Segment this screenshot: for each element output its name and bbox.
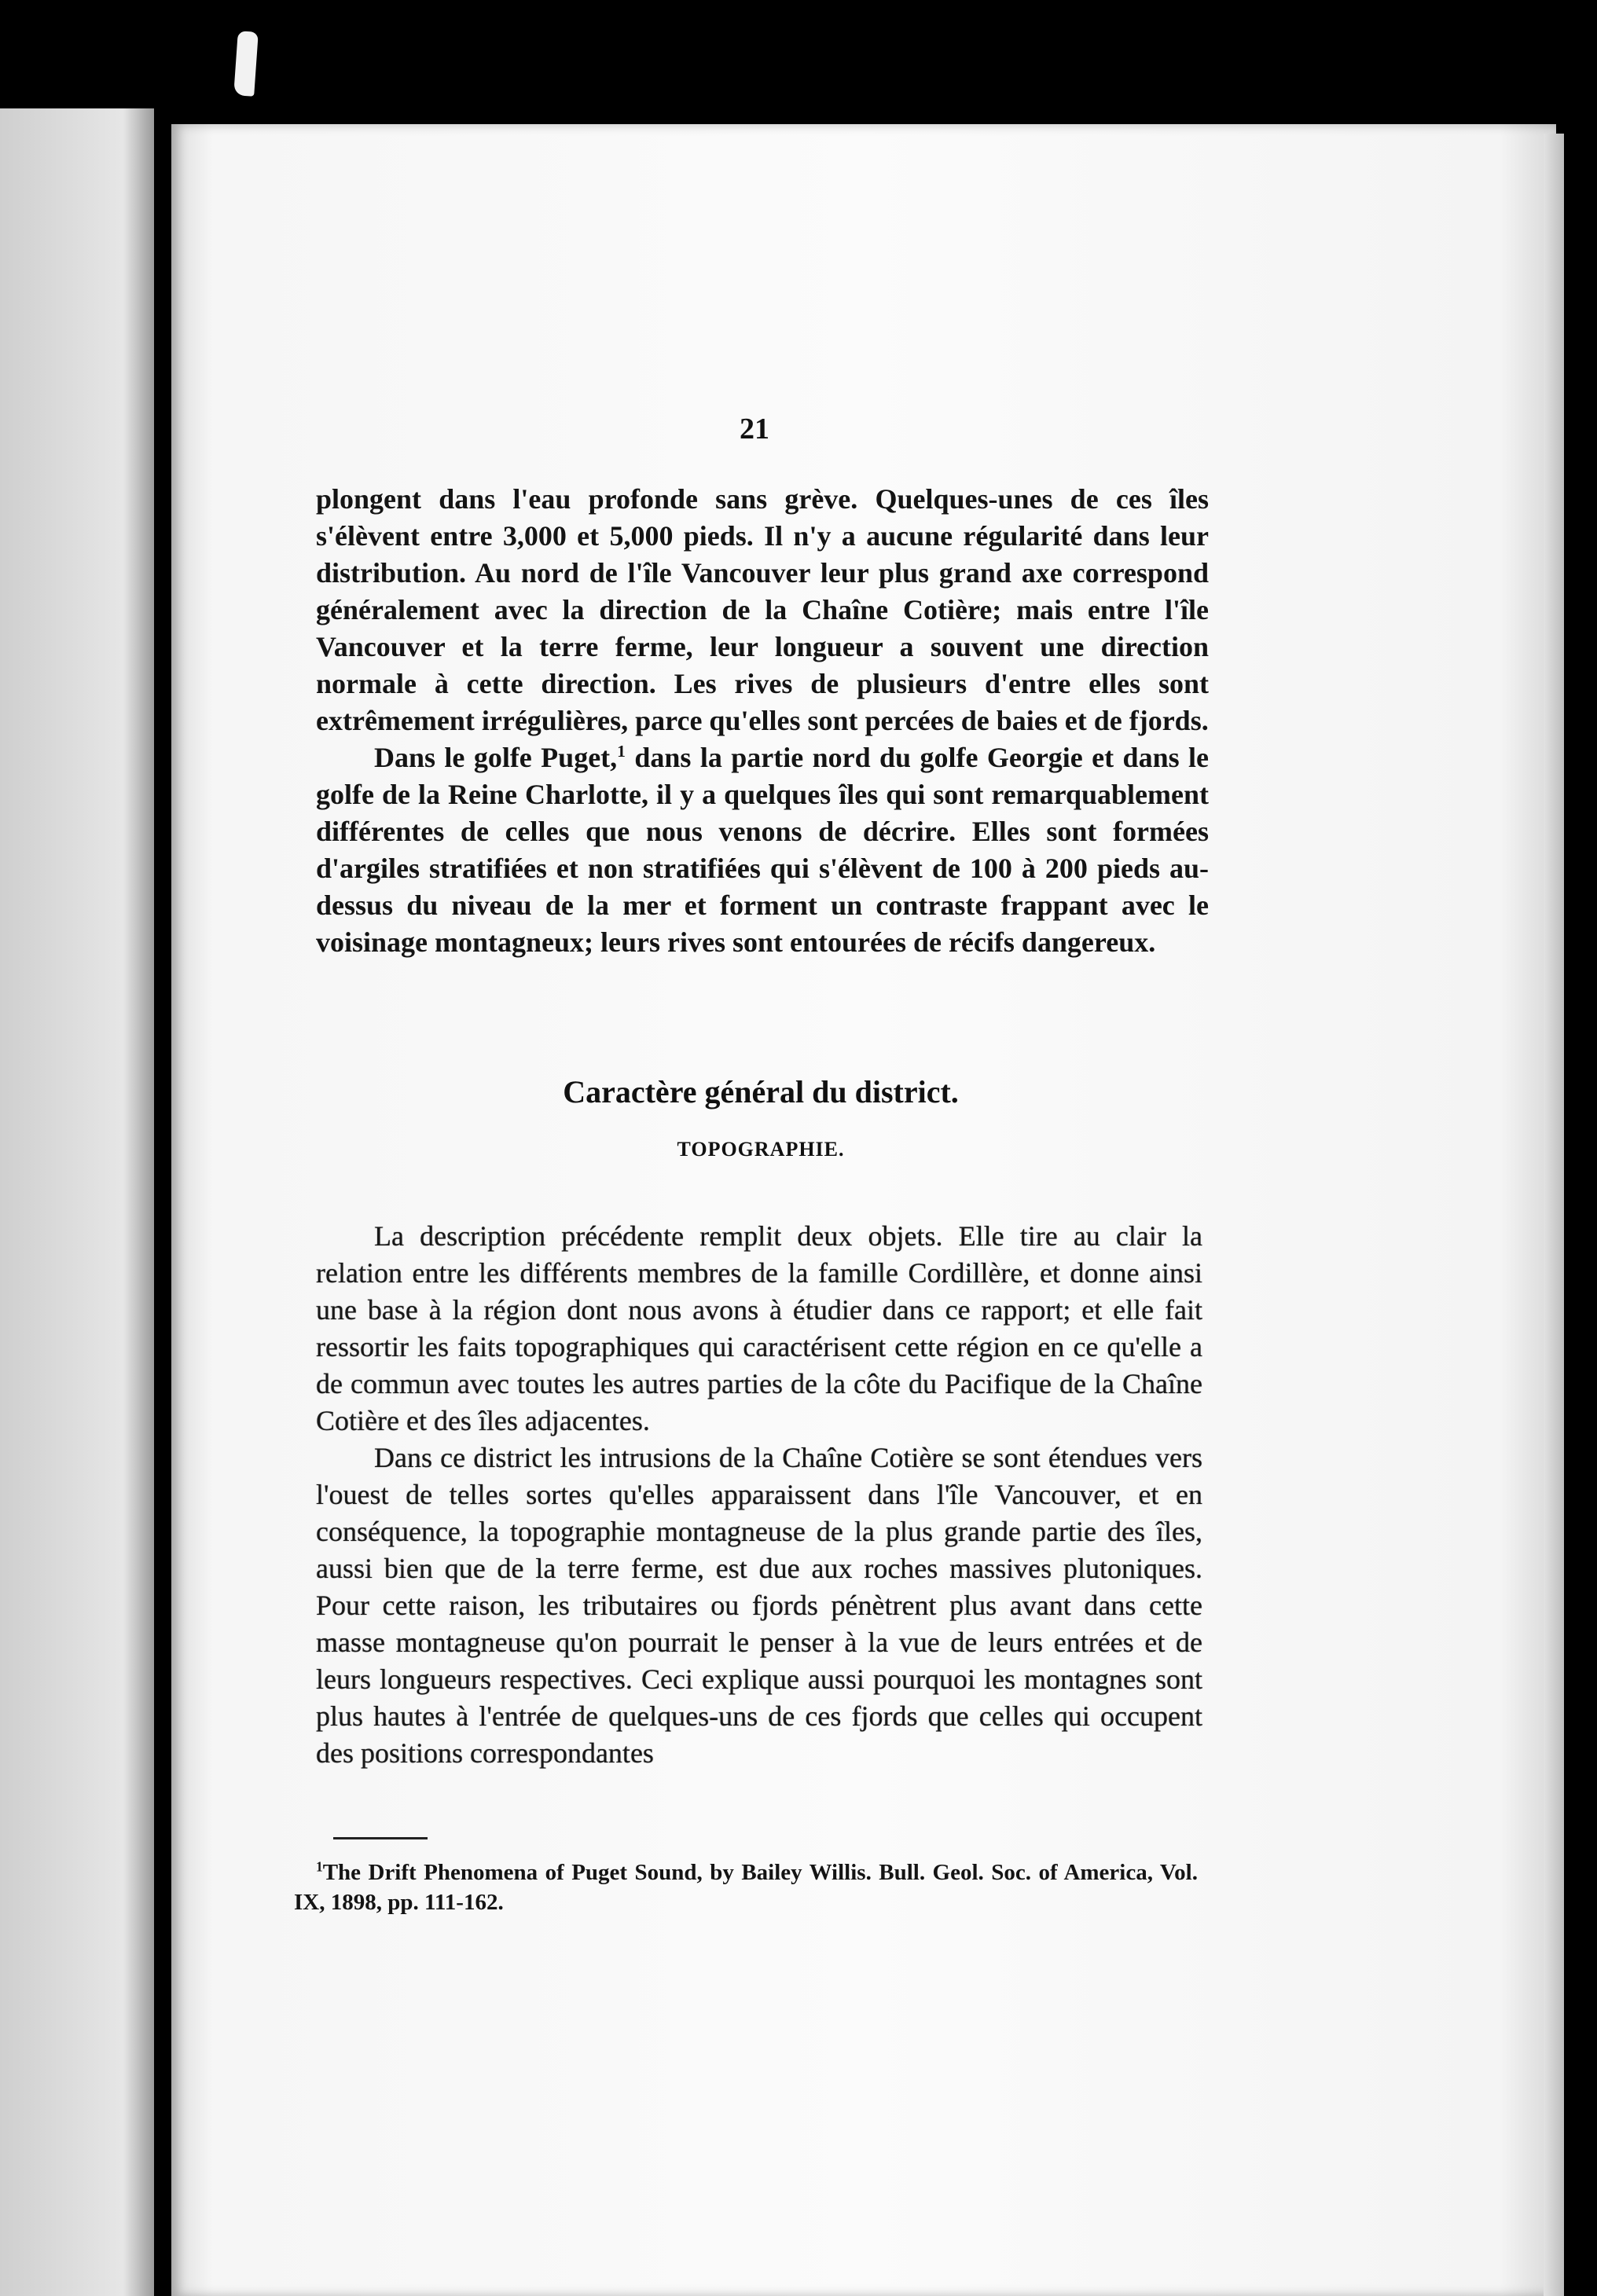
paragraph-2	[316, 739, 1209, 961]
footnote	[294, 1858, 1198, 1917]
paragraph-3: La description précédente remplit deux objets. Elle tire au clair la relation entre les différents membres de la famille Cordillère, et donne ainsi une base à la région dont nous avons à étudier dans ce rapport; et elle fait ressortir les faits topographiques qui caractérisent cette région en ce qu'elle a de commun avec toutes les autres parties de la côte du Pacifique de la Chaîne Cotière et des îles adjacentes.	[316, 1220, 1202, 1436]
section-heading: Caractère général du district.	[563, 1074, 959, 1109]
footnote-reference: 1	[617, 742, 626, 761]
facing-page-edge	[0, 108, 154, 2296]
body-text-upper	[316, 481, 1209, 961]
page-right-edge	[1544, 134, 1564, 2296]
page-number: 21	[740, 413, 769, 446]
body-text-lower	[316, 1218, 1202, 1772]
paragraph-2-rest: dans la partie nord du golfe Georgie et dans le golfe de la Reine Charlotte, il y a quelques îles qui sont remarquablement différentes de celles que nous venons de décrire. Elles sont formées d'argiles stratifiées et non stratifiées qui s'élèvent de 100 à 200 pieds au-dessus du niveau de la mer et forment un contraste frappant avec le voisinage montagneux; leurs rives sont entourées de récifs dangereux.	[316, 742, 1209, 958]
scan-frame-mark	[233, 31, 259, 97]
paragraph-1: plongent dans l'eau profonde sans grève. Quelques-unes de ces îles s'élèvent entre 3,000 et 5,000 pieds. Il n'y a aucune régularité dans leur distribution. Au nord de l'île Vancouver leur plus grand axe correspond généralement avec la direction de la Chaîne Cotière; mais entre l'île Vancouver et la terre ferme, leur longueur a souvent une direction normale à cette direction. Les rives de plusieurs d'entre elles sont extrêmement irrégulières, parce qu'elles sont percées de baies et de fjords.	[316, 483, 1209, 736]
paragraph-4: Dans ce district les intrusions de la Chaîne Cotière se sont étendues vers l'ouest de telles sortes qu'elles apparaissent dans l'île Vancouver, et en conséquence, la topographie montagneuse de la plus grande partie des îles, aussi bien que de la terre ferme, est due aux roches massives plutoniques. Pour cette raison, les tributaires ou fjords pénètrent plus avant dans cette masse montagneuse qu'on pourrait le penser à la vue de leurs entrées et de leurs longueurs respectives. Ceci explique aussi pourquoi les montagnes sont plus hautes à l'entrée de quelques-uns de ces fjords que celles qui occupent des positions correspondantes	[316, 1442, 1202, 1769]
footnote-marker: 1	[316, 1858, 323, 1875]
paragraph-2-start: Dans le golfe Puget,	[374, 742, 618, 773]
footnote-text: The Drift Phenomena of Puget Sound, by Bailey Willis. Bull. Geol. Soc. of America, Vol. IX, 1898, pp. 111-162.	[294, 1860, 1198, 1915]
footnote-divider	[333, 1837, 428, 1839]
section-subheading: TOPOGRAPHIE.	[677, 1138, 845, 1161]
document-page	[171, 124, 1556, 2296]
